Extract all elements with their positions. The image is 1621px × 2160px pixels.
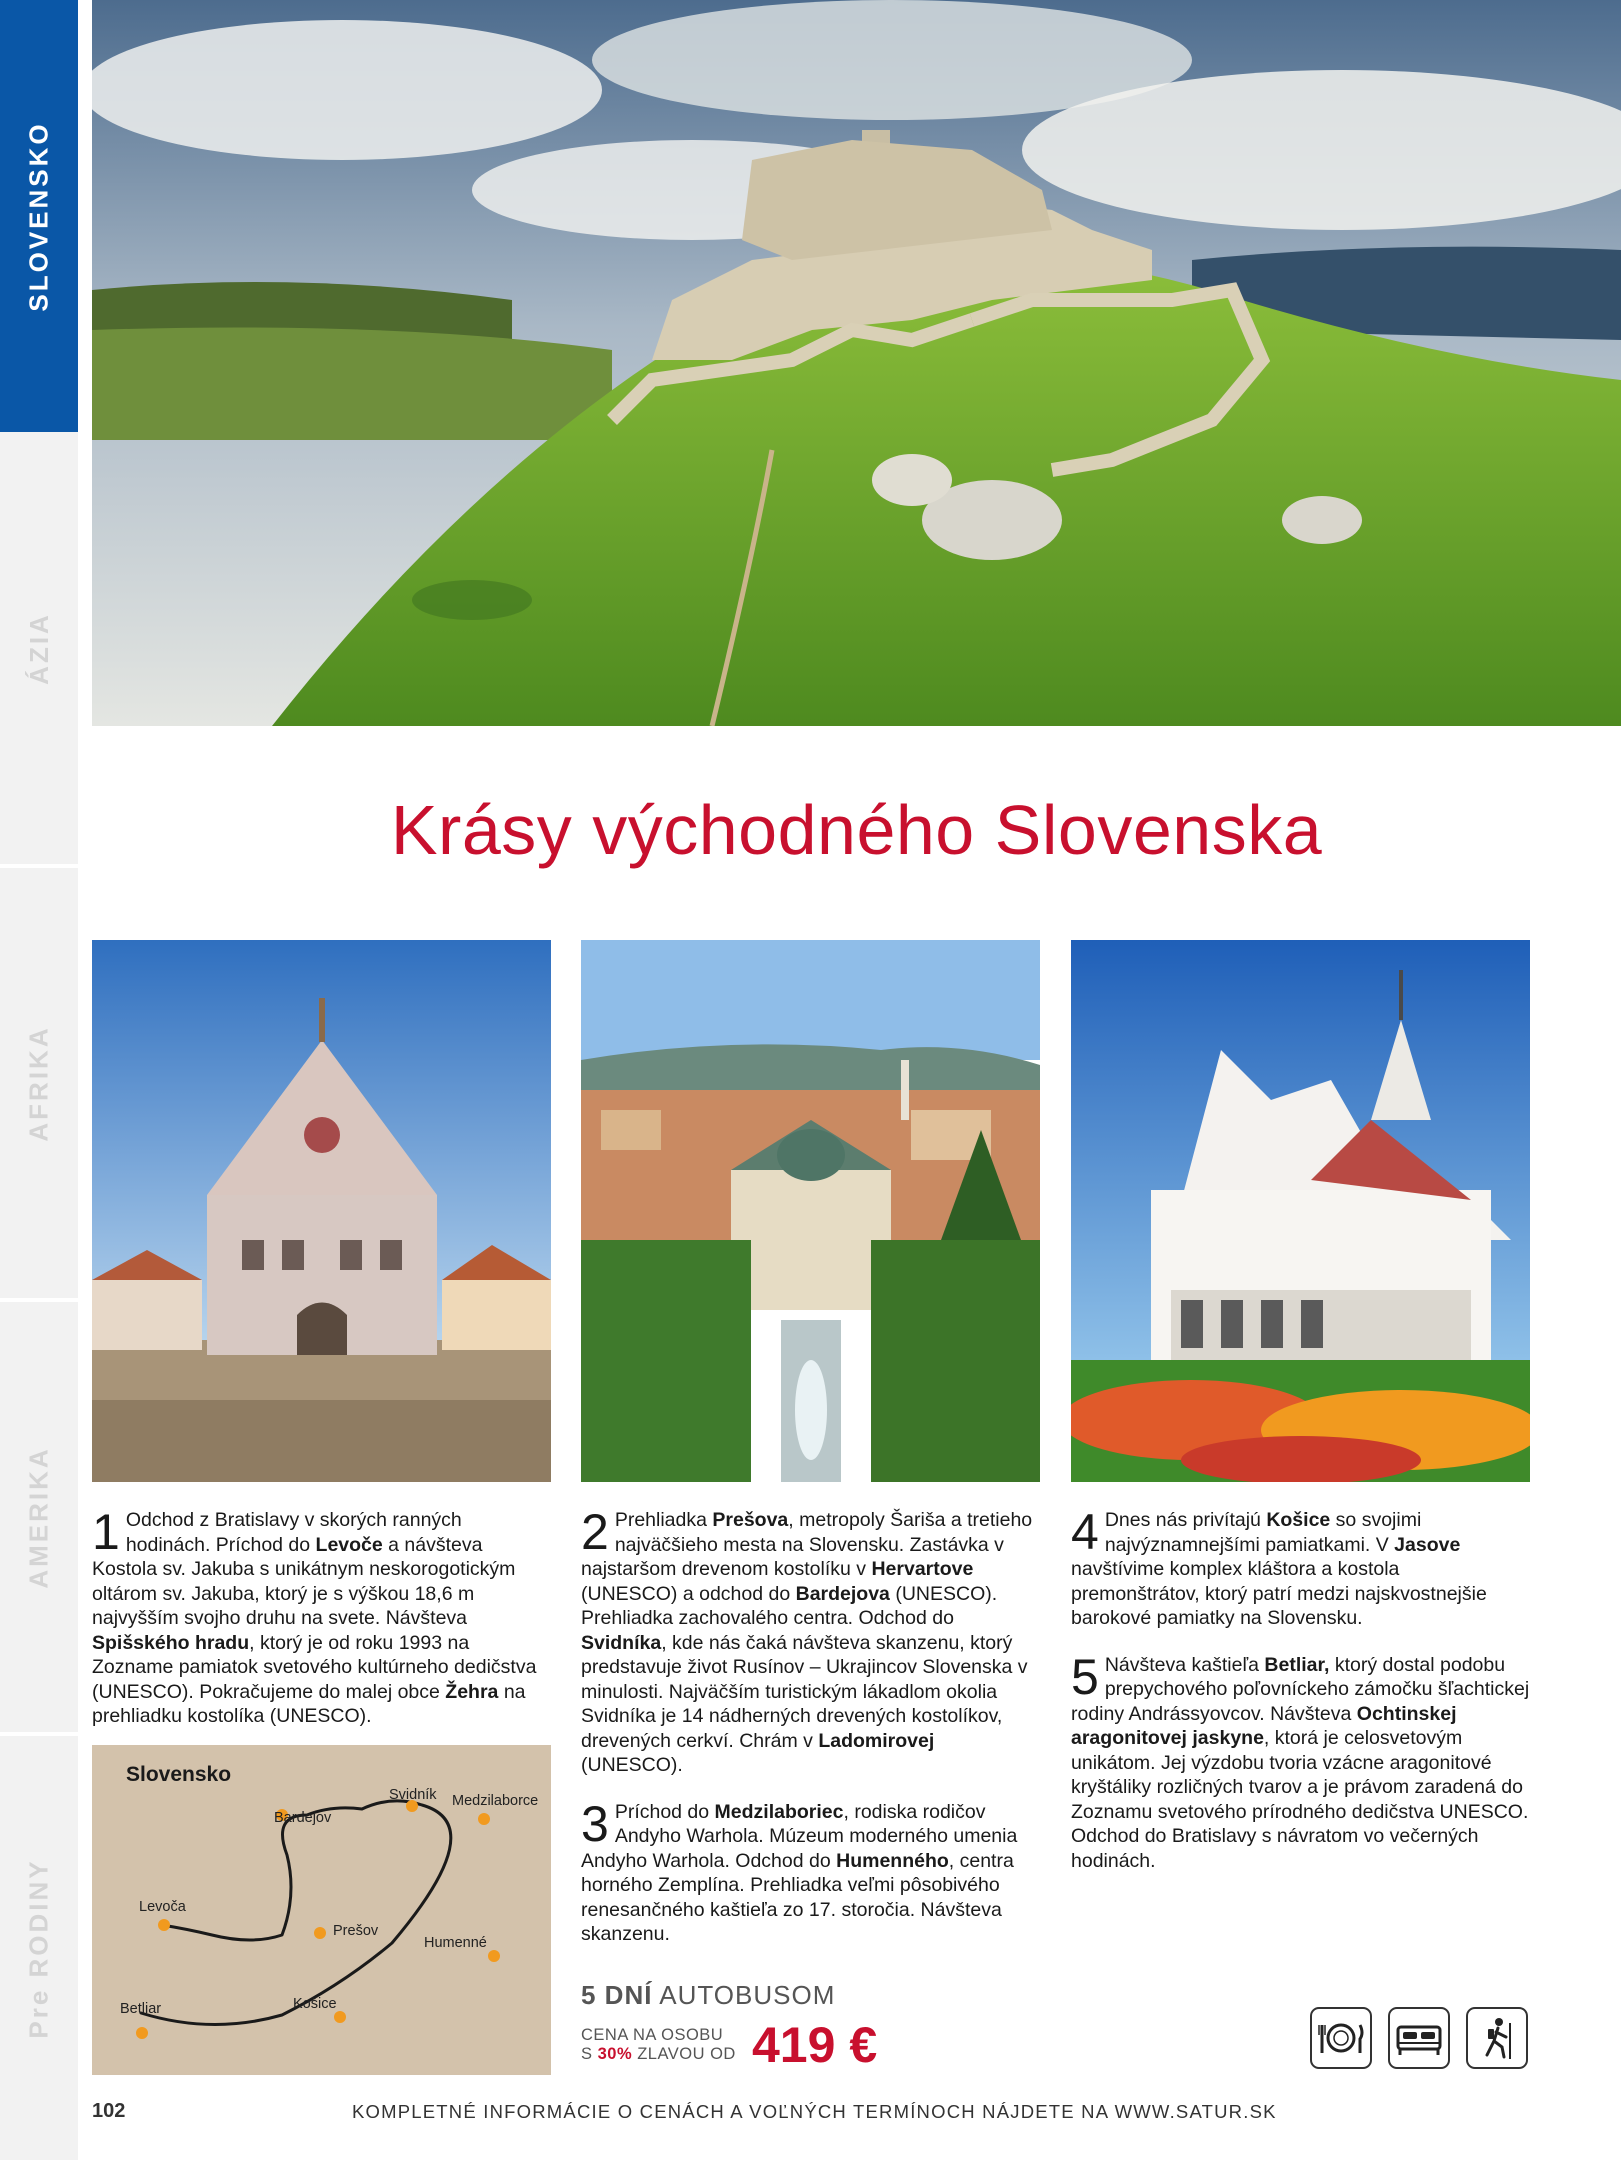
city-label-levoca: Levoča <box>139 1899 186 1915</box>
levoca-town-hall-photo <box>1071 940 1530 1482</box>
price-label-prefix: S <box>581 2045 598 2063</box>
day-text: a návšteva Kostola sv. Jakuba s unikátnym neskorogotickým oltárom sv. Jakuba, ktorý je s výškou 18,6 m najvyšším svojho druhu na svete. Návšteva <box>92 1533 516 1629</box>
day-4 <box>1071 1504 1530 1631</box>
place-name: Spišského hradu <box>92 1631 250 1654</box>
day-text: Príchod do <box>614 1800 715 1823</box>
place-name: Bardejova <box>795 1582 890 1605</box>
day-text: , metropoly Šariša a tretieho najväčšieho mesta na Slovensku. Zastávka v najstaršom drevenom kostolíku v <box>581 1509 1033 1580</box>
price-label-line-1: CENA NA OSOBU <box>581 2026 724 2044</box>
city-label-medzilaborce: Medzilaborce <box>452 1793 539 1809</box>
price-label-line-2 <box>581 2045 736 2064</box>
day-text: Prehliadka <box>614 1509 713 1531</box>
place-name: Žehra <box>445 1680 499 1703</box>
bardejov-town-hall-photo <box>92 940 551 1482</box>
day-text: , ktorý je od roku 1993 na Zozname pamiatok svetového kultúrneho dedičstva (UNESCO). Pokračujeme do malej obce <box>92 1631 537 1703</box>
kosice-theatre-photo <box>581 940 1040 1482</box>
day-text: , ktorá je celosvetovým unikátom. Jej výzdobu tvoria vzácne aragonitové kryštáliky rozličných tvarov a je právom zaradená do Zoznamu svetového prírodného dedičstva UNESCO. Odchod do Bratislavy s návratom vo večerných hodinách. <box>1071 1727 1529 1872</box>
map-dot-levoca <box>158 1919 170 1931</box>
sidebar-tab-label: AMERIKA <box>23 1445 54 1589</box>
map-title: Slovensko <box>126 1763 232 1786</box>
day-number: 3 <box>581 1795 609 1852</box>
day-text: (UNESCO). <box>581 1754 683 1776</box>
itinerary-column-2 <box>581 1504 1040 1969</box>
day-text: (UNESCO) a odchod do <box>581 1582 796 1605</box>
days-count: 5 DNÍ <box>581 1980 653 2010</box>
place-name: Hervartove <box>871 1558 974 1580</box>
footer-note: KOMPLETNÉ INFORMÁCIE O CENÁCH A VOĽNÝCH TERMÍNOCH NÁJDETE NA WWW.SATUR.SK <box>352 2101 1277 2122</box>
transport-type: AUTOBUSOM <box>659 1980 836 2010</box>
place-name: Humenného <box>836 1849 949 1872</box>
day-text: Dnes nás privítajú <box>1104 1509 1267 1531</box>
day-number: 1 <box>92 1504 120 1560</box>
discount-percent: 30% <box>597 2045 633 2063</box>
itinerary-column-3 <box>1071 1504 1530 1895</box>
day-3 <box>581 1795 1040 1947</box>
day-text: navštívime komplex kláštora a kostola premonštrátov, ktorý patrí medzi najskvostnejšie barokové pamiatky na Slovensku. <box>1071 1558 1487 1629</box>
day-text: so svojimi najvýznamnejšími pamiatkami. V <box>1104 1509 1422 1556</box>
day-text: na prehliadku kostolíka (UNESCO). <box>92 1680 526 1727</box>
meal-icon <box>1310 2007 1372 2069</box>
hero-castle-photo <box>92 0 1621 726</box>
sidebar-tab-label: ÁZIA <box>23 611 54 685</box>
map-dot-betliar <box>136 2027 148 2039</box>
day-1 <box>92 1504 551 1729</box>
price-label-suffix: ZLAVOU OD <box>632 2045 736 2063</box>
sidebar-tab-afrika[interactable] <box>0 866 78 1298</box>
place-name: Prešova <box>712 1509 789 1531</box>
day-5 <box>1071 1648 1530 1874</box>
day-text: Návšteva kaštieľa <box>1104 1653 1265 1676</box>
city-label-presov: Prešov <box>333 1923 379 1939</box>
day-number: 4 <box>1071 1504 1099 1560</box>
route-map <box>92 1745 551 2075</box>
city-label-humenne: Humenné <box>424 1935 487 1951</box>
city-label-svidnik: Svidník <box>389 1787 437 1803</box>
day-text: , centra horného Zemplína. Prehliadka veľmi pôsobivého renesančného kaštieľa zo 17. storočia. Návšteva skanzenu. <box>581 1849 1014 1945</box>
day-number: 5 <box>1071 1648 1099 1705</box>
page-number: 102 <box>92 2100 126 2122</box>
day-number: 2 <box>581 1504 609 1560</box>
sidebar-tab-azia[interactable] <box>0 432 78 864</box>
hiking-icon <box>1466 2007 1528 2069</box>
place-name: Ochtinskej aragonitovej jaskyne <box>1071 1702 1457 1749</box>
sidebar-tab-label: SLOVENSKO <box>23 120 54 312</box>
place-name: Ladomirovej <box>818 1729 935 1752</box>
day-text: , rodiska rodičov Andyho Warhola. Múzeum moderného umenia Andyho Warhola. Odchod do <box>581 1800 1018 1872</box>
city-label-bardejov: Bardejov <box>274 1810 332 1826</box>
place-name: Levoče <box>315 1533 383 1556</box>
route-line <box>141 1801 451 2025</box>
page-title: Krásy východného Slovenska <box>390 791 1323 869</box>
map-dot-kosice <box>334 2011 346 2023</box>
city-label-betliar: Betliar <box>120 2001 162 2017</box>
sidebar-tab-slovensko[interactable] <box>0 0 78 432</box>
map-dot-medzilaborce <box>478 1813 490 1825</box>
sidebar-tab-amerika[interactable] <box>0 1300 78 1732</box>
place-name: Medzilaboriec <box>714 1800 844 1823</box>
place-name: Svidníka <box>581 1631 662 1654</box>
sidebar-tab-label: Pre RODINY <box>23 1857 54 2039</box>
sidebar-tab-label: AFRIKA <box>23 1024 54 1142</box>
price-value: 419 € <box>752 2017 878 2073</box>
itinerary-column-1 <box>92 1504 551 1751</box>
hotel-bed-icon <box>1388 2007 1450 2069</box>
day-text: , kde nás čaká návšteva skanzenu, ktorý predstavuje život Rusínov – Ukrajincov Slovenska v minulosti. Najväčším turistickým lákadlom okolia Svidníka je 14 nádherných drevených kostolíkov, drevených cerkví. Chrám v <box>581 1631 1028 1752</box>
sidebar-tab-pre-rodiny[interactable] <box>0 1734 78 2160</box>
day-2 <box>581 1504 1040 1778</box>
place-name: Jasove <box>1394 1533 1461 1556</box>
day-text: ktorý dostal podobu prepychového poľovníckeho zámočku šľachtickej rodiny Andrássyovcov. Návšteva <box>1071 1653 1530 1725</box>
tour-duration <box>581 1980 835 2011</box>
city-label-kosice: Košice <box>293 1996 337 2012</box>
day-text: Odchod z Bratislavy v skorých ranných hodinách. Príchod do <box>125 1509 462 1556</box>
map-dot-presov <box>314 1927 326 1939</box>
place-name: Betliar, <box>1264 1653 1330 1676</box>
day-text: (UNESCO). Prehliadka zachovalého centra. Odchod do <box>581 1582 998 1629</box>
place-name: Košice <box>1266 1509 1331 1531</box>
price-note <box>581 2026 736 2064</box>
map-dot-humenne <box>488 1950 500 1962</box>
